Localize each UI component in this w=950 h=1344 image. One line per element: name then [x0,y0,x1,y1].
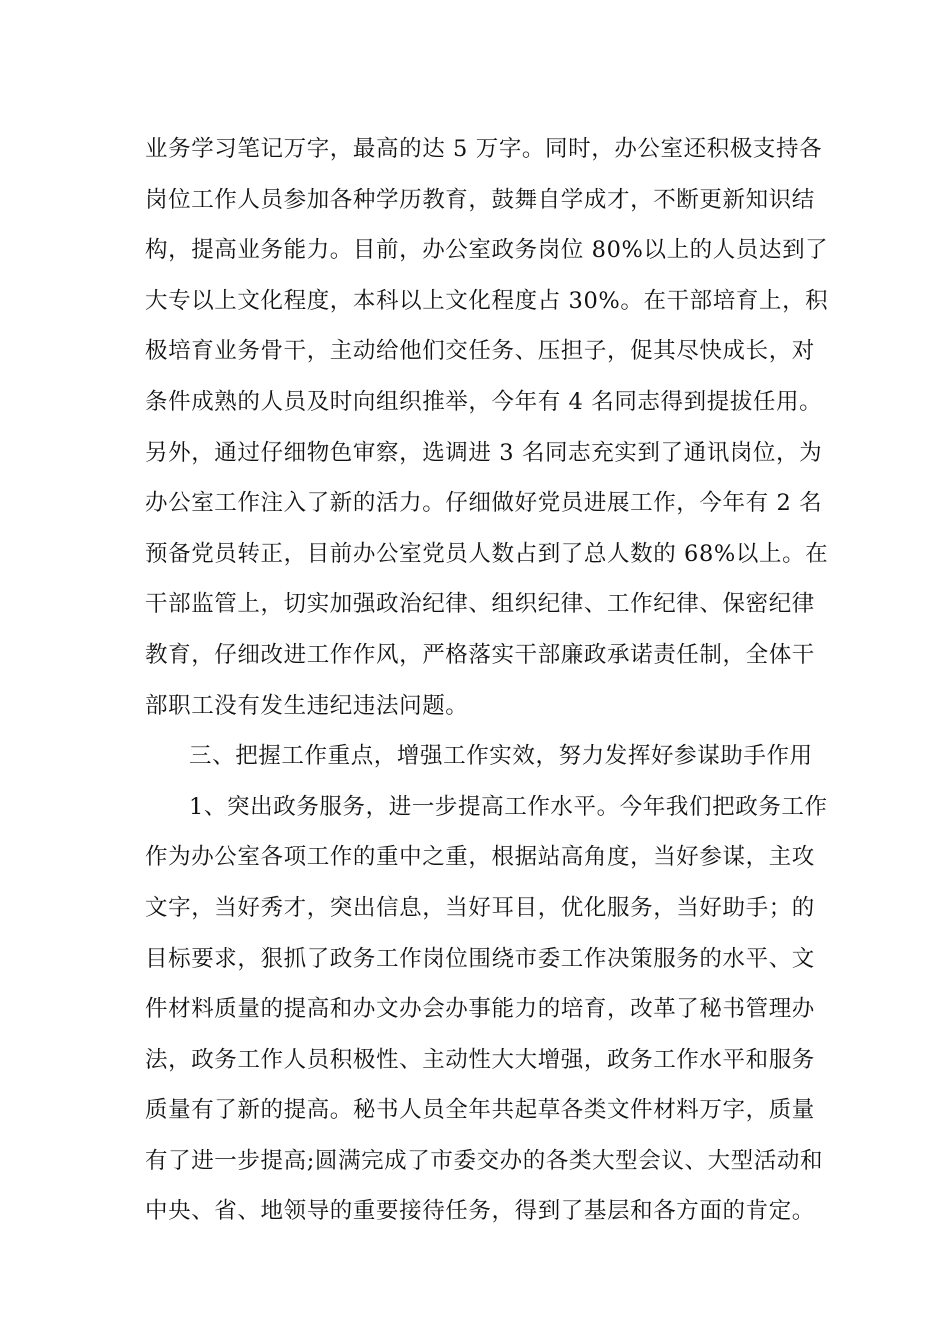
paragraph-3-line-4: 目标要求，狠抓了政务工作岗位围绕市委工作决策服务的水平、文 [145,945,815,972]
paragraph-3-line-3: 文字，当好秀才，突出信息，当好耳目，优化服务，当好助手；的 [145,894,815,921]
paragraph-3-line-9: 中央、省、地领导的重要接待任务，得到了基层和各方面的肯定。 [145,1198,815,1225]
document-body [145,124,829,1237]
paragraph-1-line-1: 业务学习笔记万字，最高的达 5 万字。同时，办公室还积极支持各 [145,136,823,162]
paragraph-1-line-2: 岗位工作人员参加各种学历教育，鼓舞自学成才，不断更新知识结 [145,186,815,213]
paragraph-3-line-7: 质量有了新的提高。秘书人员全年共起草各类文件材料万字，质量 [145,1097,815,1124]
paragraph-3-line-1: 1、突出政务服务，进一步提高工作水平。今年我们把政务工作 [189,793,828,820]
section-heading: 三、把握工作重点，增强工作实效，努力发挥好参谋助手作用 [189,743,813,770]
paragraph-1-line-5: 极培育业务骨干，主动给他们交任务、压担子，促其尽快成长，对 [145,338,815,365]
paragraph-1-line-6: 条件成熟的人员及时向组织推举，今年有 4 名同志得到提拔任用。 [145,388,823,415]
paragraph-1-line-4: 大专以上文化程度，本科以上文化程度占 30%。在干部培育上，积 [145,287,829,314]
paragraph-3-line-6: 法，政务工作人员积极性、主动性大大增强，政务工作水平和服务 [145,1046,815,1073]
paragraph-3-line-2: 作为办公室各项工作的重中之重，根据站高角度，当好参谋，主攻 [145,844,815,871]
paragraph-1-line-9: 预备党员转正，目前办公室党员人数占到了总人数的 68%以上。在 [145,540,829,567]
paragraph-1-line-10: 干部监管上，切实加强政治纪律、组织纪律、工作纪律、保密纪律 [145,591,815,618]
paragraph-1-line-3: 构，提高业务能力。目前，办公室政务岗位 80%以上的人员达到了 [145,237,829,264]
paragraph-3-line-5: 件材料质量的提高和办文办会办事能力的培育，改革了秘书管理办 [145,996,815,1023]
paragraph-3-line-8: 有了进一步提高;圆满完成了市委交办的各类大型会议、大型活动和 [145,1147,824,1174]
paragraph-1-line-8: 办公室工作注入了新的活力。仔细做好党员进展工作，今年有 2 名 [145,490,823,517]
paragraph-1-line-11: 教育，仔细改进工作作风，严格落实干部廉政承诺责任制，全体干 [145,641,815,668]
paragraph-1-line-7: 另外，通过仔细物色审察，选调进 3 名同志充实到了通讯岗位，为 [145,439,823,466]
paragraph-1-line-12: 部职工没有发生违纪违法问题。 [145,692,469,719]
